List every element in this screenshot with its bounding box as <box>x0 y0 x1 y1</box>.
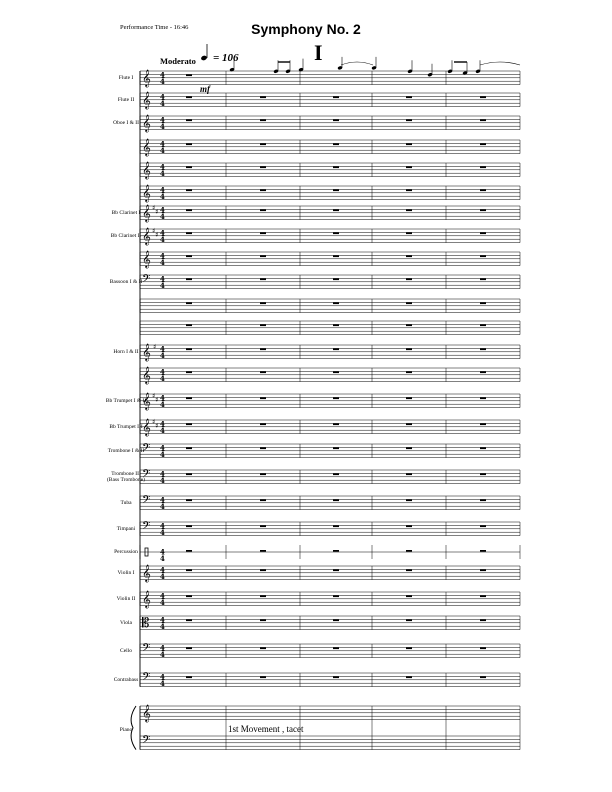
whole-rest <box>186 569 192 571</box>
treble-clef-icon: 𝄞 <box>142 704 151 722</box>
instrument-label: Oboe I & II <box>113 119 139 126</box>
sharp-icon: ♯ <box>152 392 156 400</box>
whole-rest <box>333 324 339 326</box>
time-signature-bottom: 4 <box>160 502 165 511</box>
whole-rest <box>333 302 339 304</box>
whole-rest <box>186 96 192 98</box>
whole-rest <box>260 96 266 98</box>
whole-rest <box>260 371 266 373</box>
instrument-label: Horn I & II <box>113 348 139 355</box>
whole-rest <box>480 119 486 121</box>
whole-rest <box>260 525 266 527</box>
whole-rest <box>186 232 192 234</box>
whole-rest <box>333 676 339 678</box>
whole-rest <box>333 619 339 621</box>
staff <box>140 616 520 630</box>
whole-rest <box>406 569 412 571</box>
time-signature-top: 4 <box>160 672 165 682</box>
slur <box>480 62 520 65</box>
time-signature-bottom: 4 <box>160 192 165 201</box>
whole-rest <box>480 96 486 98</box>
whole-rest <box>480 569 486 571</box>
whole-rest <box>333 499 339 501</box>
time-signature-bottom: 4 <box>160 400 165 409</box>
whole-rest <box>333 550 339 552</box>
score-title: Symphony No. 2 <box>251 21 361 37</box>
whole-rest <box>333 96 339 98</box>
staff <box>140 368 520 382</box>
whole-rest <box>186 255 192 257</box>
time-signature-bottom: 4 <box>160 572 165 581</box>
whole-rest <box>186 189 192 191</box>
whole-rest <box>260 143 266 145</box>
treble-clef-icon: 𝄞 <box>142 392 151 410</box>
staff <box>140 496 520 510</box>
instrument-label: Violin II <box>116 595 136 602</box>
treble-clef-icon: 𝄞 <box>142 227 151 245</box>
whole-rest <box>333 189 339 191</box>
whole-rest <box>260 569 266 571</box>
whole-rest <box>406 447 412 449</box>
whole-rest <box>406 232 412 234</box>
instrument-label: Flute I <box>118 74 134 81</box>
whole-rest <box>333 143 339 145</box>
staff <box>140 299 520 313</box>
time-signature-bottom: 4 <box>160 622 165 631</box>
whole-rest <box>480 324 486 326</box>
staff <box>140 566 520 580</box>
treble-clef-icon: 𝄞 <box>142 366 151 384</box>
whole-rest <box>333 447 339 449</box>
sharp-icon: ♯ <box>152 227 156 235</box>
time-signature-bottom: 4 <box>160 426 165 435</box>
treble-clef-icon: 𝄞 <box>142 343 151 361</box>
instrument-label: Flute II <box>117 96 135 103</box>
treble-clef-icon: 𝄞 <box>142 564 151 582</box>
staff <box>140 644 520 658</box>
whole-rest <box>260 473 266 475</box>
whole-rest <box>260 619 266 621</box>
tempo-bpm: = 106 <box>213 52 239 64</box>
time-signature-bottom: 4 <box>160 122 165 131</box>
bass-clef-icon: 𝄢 <box>142 273 151 288</box>
whole-rest <box>333 569 339 571</box>
time-signature-top: 4 <box>160 565 165 575</box>
instrument-label: Bb Clarinet II <box>110 232 142 239</box>
bass-clef-icon: 𝄢 <box>142 468 151 483</box>
whole-rest <box>406 423 412 425</box>
time-signature-top: 4 <box>160 393 165 403</box>
time-signature-top: 4 <box>160 615 165 625</box>
time-signature-bottom: 4 <box>160 212 165 221</box>
bass-clef-icon: 𝄢 <box>142 734 151 749</box>
whole-rest <box>260 447 266 449</box>
whole-rest <box>333 397 339 399</box>
time-signature-bottom: 4 <box>160 77 165 86</box>
whole-rest <box>260 550 266 552</box>
whole-rest <box>260 423 266 425</box>
whole-rest <box>260 397 266 399</box>
staff <box>140 345 520 359</box>
time-signature-bottom: 4 <box>160 374 165 383</box>
time-signature-bottom: 4 <box>160 528 165 537</box>
whole-rest <box>333 348 339 350</box>
whole-rest <box>480 619 486 621</box>
sharp-icon: ♯ <box>155 231 159 239</box>
whole-rest <box>333 473 339 475</box>
whole-rest <box>333 595 339 597</box>
staff <box>140 93 520 107</box>
time-signature-bottom: 4 <box>160 650 165 659</box>
treble-clef-icon: 𝄞 <box>142 138 151 156</box>
whole-rest <box>333 371 339 373</box>
whole-rest <box>186 143 192 145</box>
sharp-icon: ♯ <box>155 208 159 216</box>
slur <box>341 62 373 65</box>
staff <box>140 206 520 220</box>
staff <box>140 522 520 536</box>
whole-rest <box>406 473 412 475</box>
time-signature-top: 4 <box>160 643 165 653</box>
whole-rest <box>186 74 192 76</box>
time-signature-top: 4 <box>160 521 165 531</box>
whole-rest <box>186 166 192 168</box>
whole-rest <box>480 499 486 501</box>
whole-rest <box>480 232 486 234</box>
whole-rest <box>480 189 486 191</box>
time-signature-top: 4 <box>160 274 165 284</box>
whole-rest <box>333 232 339 234</box>
time-signature-bottom: 4 <box>160 235 165 244</box>
whole-rest <box>480 278 486 280</box>
treble-clef-icon: 𝄞 <box>142 161 151 179</box>
sharp-icon: ♯ <box>155 396 159 404</box>
whole-rest <box>186 595 192 597</box>
dynamic-marking: mf <box>200 84 210 94</box>
time-signature-top: 4 <box>160 115 165 125</box>
instrument-label: Viola <box>120 619 132 626</box>
time-signature-top: 4 <box>160 344 165 354</box>
time-signature-top: 4 <box>160 367 165 377</box>
whole-rest <box>186 619 192 621</box>
staff <box>140 420 520 434</box>
time-signature-bottom: 4 <box>160 351 165 360</box>
instrument-label: Bb Clarinet I <box>111 209 141 216</box>
whole-rest <box>406 324 412 326</box>
instrument-label: Trombone I & II <box>107 447 145 454</box>
time-signature-bottom: 4 <box>160 554 165 563</box>
whole-rest <box>333 423 339 425</box>
whole-rest <box>260 278 266 280</box>
whole-rest <box>406 143 412 145</box>
whole-rest <box>480 348 486 350</box>
whole-rest <box>406 255 412 257</box>
tempo-marking: Moderato <box>160 56 196 66</box>
time-signature-bottom: 4 <box>160 146 165 155</box>
time-signature-top: 4 <box>160 139 165 149</box>
time-signature-top: 4 <box>160 185 165 195</box>
whole-rest <box>480 550 486 552</box>
staff <box>140 140 520 154</box>
time-signature-top: 4 <box>160 162 165 172</box>
bass-clef-icon: 𝄢 <box>142 442 151 457</box>
whole-rest <box>186 499 192 501</box>
whole-rest <box>260 255 266 257</box>
instrument-label: Bassoon I & II <box>109 278 143 285</box>
whole-rest <box>480 525 486 527</box>
whole-rest <box>333 525 339 527</box>
staff <box>140 545 520 559</box>
whole-rest <box>333 209 339 211</box>
whole-rest <box>406 595 412 597</box>
whole-rest <box>186 525 192 527</box>
whole-rest <box>333 166 339 168</box>
whole-rest <box>186 209 192 211</box>
whole-rest <box>186 550 192 552</box>
piano-tacet-note: 1st Movement , tacet <box>228 724 304 734</box>
movement-number: I <box>314 40 323 65</box>
whole-rest <box>480 595 486 597</box>
whole-rest <box>260 499 266 501</box>
whole-rest <box>406 676 412 678</box>
instrument-label: Bb Trumpet III <box>109 423 143 430</box>
time-signature-top: 4 <box>160 591 165 601</box>
whole-rest <box>333 278 339 280</box>
time-signature-top: 4 <box>160 92 165 102</box>
whole-rest <box>480 447 486 449</box>
whole-rest <box>186 278 192 280</box>
staff <box>140 163 520 177</box>
alto-clef-icon: 𝄡 <box>142 616 150 631</box>
treble-clef-icon: 𝄞 <box>142 590 151 608</box>
staff <box>140 394 520 408</box>
treble-clef-icon: 𝄞 <box>142 91 151 109</box>
staff <box>140 275 520 289</box>
instrument-label: Cello <box>120 647 132 654</box>
whole-rest <box>186 348 192 350</box>
time-signature-bottom: 4 <box>160 598 165 607</box>
treble-clef-icon: 𝄞 <box>142 69 151 87</box>
whole-rest <box>186 447 192 449</box>
whole-rest <box>406 371 412 373</box>
treble-clef-icon: 𝄞 <box>142 418 151 436</box>
whole-rest <box>406 278 412 280</box>
sharp-icon: ♯ <box>152 204 156 212</box>
whole-rest <box>333 647 339 649</box>
whole-rest <box>260 119 266 121</box>
whole-rest <box>480 397 486 399</box>
sharp-icon: ♯ <box>152 418 156 426</box>
whole-rest <box>260 302 266 304</box>
staff <box>140 252 520 266</box>
whole-rest <box>186 647 192 649</box>
whole-rest <box>186 676 192 678</box>
treble-clef-icon: 𝄞 <box>142 184 151 202</box>
time-signature-bottom: 4 <box>160 476 165 485</box>
time-signature-top: 4 <box>160 419 165 429</box>
quarter-note-icon <box>200 55 207 61</box>
whole-rest <box>260 189 266 191</box>
time-signature-top: 4 <box>160 228 165 238</box>
bass-clef-icon: 𝄢 <box>142 671 151 686</box>
whole-rest <box>480 647 486 649</box>
whole-rest <box>406 525 412 527</box>
whole-rest <box>406 209 412 211</box>
whole-rest <box>186 423 192 425</box>
time-signature-top: 4 <box>160 251 165 261</box>
time-signature-top: 4 <box>160 547 165 557</box>
time-signature-bottom: 4 <box>160 258 165 267</box>
time-signature-top: 4 <box>160 205 165 215</box>
staff <box>140 673 520 687</box>
performance-time: Performance Time - 16:46 <box>120 24 189 31</box>
whole-rest <box>260 595 266 597</box>
staff <box>140 444 520 458</box>
whole-rest <box>186 324 192 326</box>
whole-rest <box>333 255 339 257</box>
whole-rest <box>260 676 266 678</box>
whole-rest <box>480 423 486 425</box>
instrument-label: Violin I <box>117 569 135 576</box>
time-signature-top: 4 <box>160 495 165 505</box>
treble-clef-icon: 𝄞 <box>142 250 151 268</box>
whole-rest <box>406 647 412 649</box>
whole-rest <box>186 371 192 373</box>
whole-rest <box>480 473 486 475</box>
staff <box>140 116 520 130</box>
whole-rest <box>406 119 412 121</box>
whole-rest <box>260 232 266 234</box>
time-signature-top: 4 <box>160 70 165 80</box>
whole-rest <box>186 119 192 121</box>
whole-rest <box>186 302 192 304</box>
sharp-icon: ♯ <box>155 422 159 430</box>
sharp-icon: ♯ <box>153 343 157 351</box>
whole-rest <box>480 209 486 211</box>
instrument-label: Timpani <box>116 525 136 532</box>
whole-rest <box>480 676 486 678</box>
time-signature-bottom: 4 <box>160 281 165 290</box>
instrument-label: Tuba <box>120 499 132 506</box>
time-signature-bottom: 4 <box>160 169 165 178</box>
time-signature-top: 4 <box>160 469 165 479</box>
whole-rest <box>260 647 266 649</box>
whole-rest <box>406 189 412 191</box>
whole-rest <box>480 302 486 304</box>
whole-rest <box>406 96 412 98</box>
instrument-label: Bb Trumpet I & II <box>105 397 147 404</box>
whole-rest <box>260 209 266 211</box>
bass-clef-icon: 𝄢 <box>142 520 151 535</box>
whole-rest <box>406 166 412 168</box>
whole-rest <box>260 324 266 326</box>
staff <box>140 321 520 335</box>
whole-rest <box>260 166 266 168</box>
bass-clef-icon: 𝄢 <box>142 494 151 509</box>
instrument-label: Percussion <box>114 548 138 555</box>
time-signature-bottom: 4 <box>160 679 165 688</box>
time-signature-top: 4 <box>160 443 165 453</box>
whole-rest <box>406 499 412 501</box>
whole-rest <box>186 473 192 475</box>
whole-rest <box>333 119 339 121</box>
time-signature-bottom: 4 <box>160 99 165 108</box>
staff <box>140 470 520 484</box>
treble-clef-icon: 𝄞 <box>142 114 151 132</box>
instrument-label: Contrabass <box>113 676 139 683</box>
whole-rest <box>480 166 486 168</box>
instrument-label: Piano <box>119 727 133 733</box>
whole-rest <box>480 371 486 373</box>
whole-rest <box>406 397 412 399</box>
staff <box>140 592 520 606</box>
staff <box>140 229 520 243</box>
whole-rest <box>186 397 192 399</box>
whole-rest <box>406 619 412 621</box>
instrument-label: Trombone III (Bass Trombone) <box>106 470 146 483</box>
time-signature-bottom: 4 <box>160 450 165 459</box>
treble-clef-icon: 𝄞 <box>142 204 151 222</box>
whole-rest <box>480 255 486 257</box>
whole-rest <box>406 550 412 552</box>
whole-rest <box>406 348 412 350</box>
bass-clef-icon: 𝄢 <box>142 642 151 657</box>
staff <box>140 186 520 200</box>
whole-rest <box>480 143 486 145</box>
whole-rest <box>260 348 266 350</box>
whole-rest <box>406 302 412 304</box>
